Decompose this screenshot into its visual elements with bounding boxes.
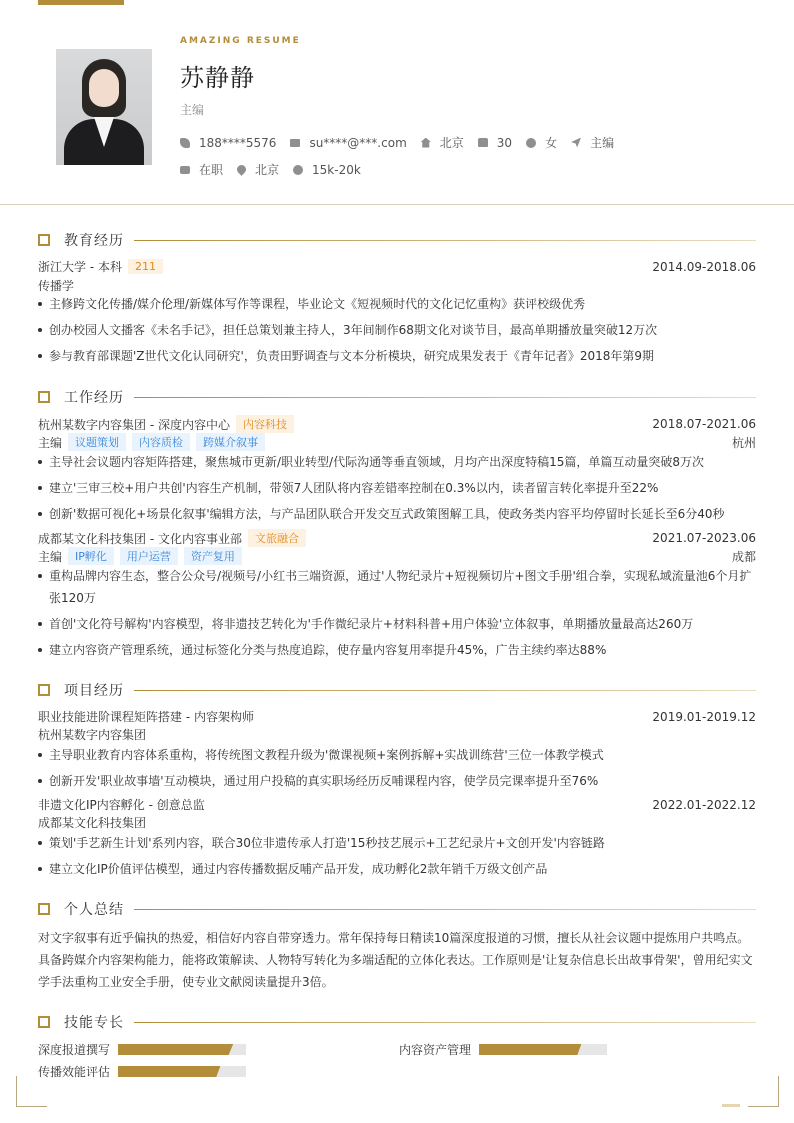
project-header-row bbox=[38, 708, 756, 725]
brand-label: AMAZING RESUME bbox=[180, 36, 301, 46]
work-role-row bbox=[38, 547, 756, 565]
info-position: 主编 bbox=[571, 134, 614, 151]
phone-icon bbox=[180, 138, 190, 148]
section-divider bbox=[134, 397, 756, 398]
work-header-row bbox=[38, 529, 756, 547]
company-name: 杭州某数字内容集团 - 深度内容中心 bbox=[38, 417, 230, 432]
skill-tag: 用户运营 bbox=[120, 547, 178, 565]
info-city: 北京 bbox=[421, 134, 464, 151]
info-target-city: 北京 bbox=[237, 161, 279, 178]
corner-decoration-right bbox=[748, 1076, 779, 1107]
gender-icon bbox=[526, 138, 536, 148]
info-email: su****@***.com bbox=[290, 136, 406, 150]
education-bullet: 创办校园人文播客《未名手记》，担任总策划兼主持人，3年间制作68期文化对谈节目，最高单期播放量突破12万次 bbox=[38, 319, 756, 341]
skill-name: 深度报道撰写 bbox=[38, 1043, 111, 1057]
cake-icon bbox=[478, 138, 488, 147]
project-bullet: 创新开发'职业故事墙'互动模块，通过用户投稿的真实职场经历反哺课程内容，使学员完课率提升至76% bbox=[38, 770, 756, 792]
candidate-title: 主编 bbox=[180, 103, 205, 117]
section-square-icon bbox=[38, 903, 50, 915]
company-tag: 文旅融合 bbox=[248, 529, 306, 547]
project-bullet: 策划'手艺新生计划'系列内容，联合30位非遗传承人打造'15秒技艺展示+工艺纪录片+文创开发'内容链路 bbox=[38, 832, 756, 854]
section-title: 技能专长 bbox=[64, 1015, 124, 1031]
work-header-row bbox=[38, 415, 756, 433]
briefcase-icon bbox=[180, 166, 190, 174]
summary-line: 学手法重构工业安全手册，使专业文献阅读量提升3倍。 bbox=[38, 975, 334, 989]
project-bullet: 建立文化IP价值评估模型，通过内容传播数据反哺产品开发，成功孵化2款年销千万级文创产品 bbox=[38, 858, 756, 880]
profile-photo bbox=[56, 49, 152, 165]
project-date: 2022.01-2022.12 bbox=[652, 797, 756, 812]
work-bullet: 重构品牌内容生态，整合公众号/视频号/小红书三端资源，通过'人物纪录片+短视频切片+图文手册'组合拳，实现私域流量池6个月扩张120万 bbox=[38, 565, 756, 609]
skill-bar bbox=[118, 1044, 246, 1055]
info-gender: 女 bbox=[526, 134, 557, 151]
send-icon bbox=[571, 138, 581, 148]
skill-bar-fill bbox=[118, 1044, 233, 1055]
section-projects bbox=[38, 680, 756, 700]
work-role-row bbox=[38, 433, 756, 451]
work-bullet: 主导社会议题内容矩阵搭建，聚焦城市更新/职业转型/代际沟通等垂直领域，月均产出深度特稿15篇，单篇互动量突破8万次 bbox=[38, 451, 756, 473]
project-org: 杭州某数字内容集团 bbox=[38, 728, 147, 742]
section-square-icon bbox=[38, 391, 50, 403]
work-bullet: 创新'数据可视化+场景化叙事'编辑方法，与产品团队联合开发交互式政策图解工具，使政务类内容平均停留时长延长至6分40秒 bbox=[38, 503, 756, 525]
section-title: 项目经历 bbox=[64, 683, 124, 699]
skill-item bbox=[38, 1063, 246, 1080]
project-name: 非遗文化IP内容孵化 - 创意总监 bbox=[38, 798, 205, 812]
skill-item bbox=[399, 1041, 607, 1058]
info-age: 30 bbox=[478, 136, 512, 150]
skill-bar-fill bbox=[118, 1066, 220, 1077]
project-bullet: 主导职业教育内容体系重构，将传统图文教程升级为'微课视频+案例拆解+实战训练营'三位一体教学模式 bbox=[38, 744, 756, 766]
skill-tag: 议题策划 bbox=[68, 433, 126, 451]
section-work bbox=[38, 387, 756, 407]
section-title: 个人总结 bbox=[64, 902, 124, 918]
contact-info-row bbox=[180, 134, 628, 151]
work-bullet: 首创'文化符号解构'内容模型，将非遗技艺转化为'手作微纪录片+材料科普+用户体验'立体叙事，单期播放量最高达260万 bbox=[38, 613, 756, 635]
skill-tag: 跨媒介叙事 bbox=[196, 433, 265, 451]
section-divider bbox=[134, 240, 756, 241]
work-role: 主编 bbox=[38, 549, 63, 564]
project-org-row bbox=[38, 726, 756, 743]
candidate-name: 苏静静 bbox=[180, 64, 255, 92]
info-phone: 188****5576 bbox=[180, 136, 276, 150]
section-title: 工作经历 bbox=[64, 390, 124, 406]
work-date: 2021.07-2023.06 bbox=[652, 531, 756, 545]
info-salary: 15k-20k bbox=[293, 163, 361, 177]
work-city: 成都 bbox=[731, 549, 756, 564]
mail-icon bbox=[290, 139, 300, 147]
skill-bar bbox=[118, 1066, 246, 1077]
education-date: 2014.09-2018.06 bbox=[652, 259, 756, 274]
project-org: 成都某文化科技集团 bbox=[38, 816, 147, 830]
section-summary bbox=[38, 899, 756, 919]
work-date: 2018.07-2021.06 bbox=[652, 417, 756, 431]
section-skills bbox=[38, 1012, 756, 1032]
corner-dash-decoration bbox=[722, 1104, 740, 1107]
section-divider bbox=[134, 690, 756, 691]
section-square-icon bbox=[38, 1016, 50, 1028]
summary-line: 对文字叙事有近乎偏执的热爱，相信好内容自带穿透力。常年保持每日精读10篇深度报道的习惯，擅长从社会议题中提炼用户共鸣点。 bbox=[38, 931, 750, 945]
skill-tag: 内容质检 bbox=[132, 433, 190, 451]
summary-line: 具备跨媒介内容架构能力，能将政策解读、人物特写转化为多端适配的立体化表达。工作原则是'让复杂信息长出故事骨架'，曾用纪实文 bbox=[38, 953, 753, 967]
education-major-row bbox=[38, 277, 756, 294]
info-status: 在职 bbox=[180, 161, 223, 178]
location-pin-icon bbox=[235, 163, 248, 176]
section-square-icon bbox=[38, 684, 50, 696]
skill-tag: IP孵化 bbox=[68, 547, 114, 565]
work-role: 主编 bbox=[38, 435, 63, 450]
education-header-row bbox=[38, 258, 756, 275]
corner-decoration-left bbox=[16, 1076, 47, 1107]
education-bullet: 主修跨文化传播/媒介伦理/新媒体写作等课程，毕业论文《短视频时代的文化记忆重构》获评校级优秀 bbox=[38, 293, 756, 315]
project-name: 职业技能进阶课程矩阵搭建 - 内容架构师 bbox=[38, 710, 254, 724]
company-tag: 内容科技 bbox=[236, 415, 294, 433]
school-tag: 211 bbox=[128, 259, 163, 274]
work-bullet: 建立'三审三校+用户共创'内容生产机制，带领7人团队将内容差错率控制在0.3%以内，读者留言转化率提升至22% bbox=[38, 477, 756, 499]
section-divider bbox=[134, 1022, 756, 1023]
school-name: 浙江大学 - 本科 bbox=[38, 260, 122, 274]
skill-bar-fill bbox=[479, 1044, 581, 1055]
section-title: 教育经历 bbox=[64, 233, 124, 249]
skill-name: 传播效能评估 bbox=[38, 1065, 111, 1079]
major-name: 传播学 bbox=[38, 279, 75, 293]
section-square-icon bbox=[38, 234, 50, 246]
project-header-row bbox=[38, 796, 756, 813]
skill-item bbox=[38, 1041, 246, 1058]
education-bullet: 参与教育部课题'Z世代文化认同研究'，负责田野调查与文本分析模块，研究成果发表于《青年记者》2018年第9期 bbox=[38, 345, 756, 367]
project-org-row bbox=[38, 814, 756, 831]
skill-tag: 资产复用 bbox=[184, 547, 242, 565]
resume-header bbox=[0, 0, 794, 205]
money-icon bbox=[293, 165, 303, 175]
job-info-row bbox=[180, 161, 375, 178]
skill-bar bbox=[479, 1044, 607, 1055]
work-bullet: 建立内容资产管理系统，通过标签化分类与热度追踪，使存量内容复用率提升45%，广告主续约率达88% bbox=[38, 639, 756, 661]
project-date: 2019.01-2019.12 bbox=[652, 709, 756, 724]
skill-name: 内容资产管理 bbox=[399, 1043, 472, 1057]
company-name: 成都某文化科技集团 - 文化内容事业部 bbox=[38, 531, 242, 546]
home-icon bbox=[421, 138, 431, 148]
section-education bbox=[38, 230, 756, 250]
section-divider bbox=[134, 909, 756, 910]
work-city: 杭州 bbox=[731, 435, 756, 450]
